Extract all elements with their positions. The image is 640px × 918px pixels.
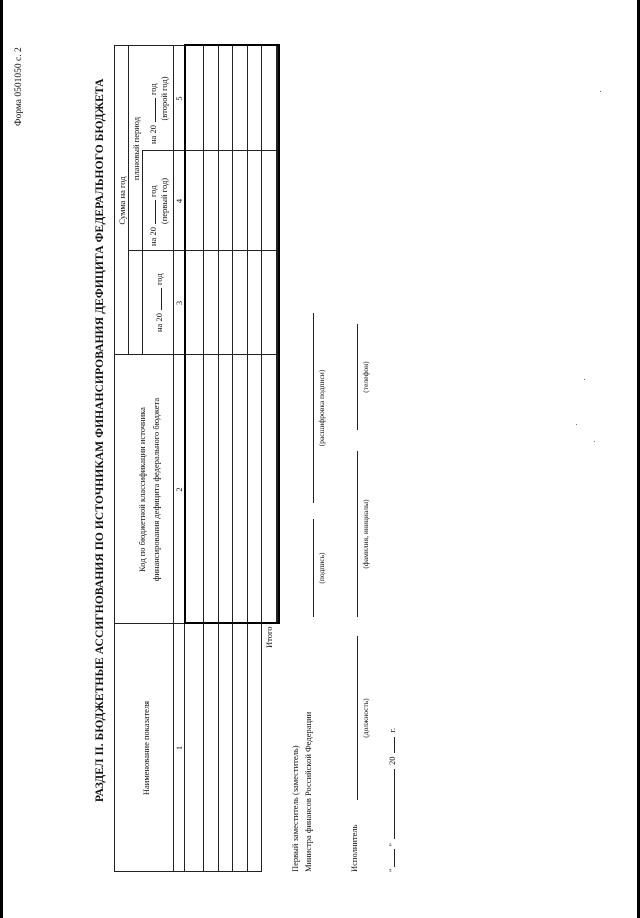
col-number-3: 3 xyxy=(174,300,184,306)
header-plan-first: на 20год xyxy=(145,185,159,246)
post-caption: (должность) xyxy=(361,698,370,738)
header-code-line1: Код по бюджетной классификации источника xyxy=(137,407,147,572)
table-rule-plan-header xyxy=(142,151,143,355)
header-name: Наименование показателя xyxy=(141,700,151,796)
total-label: Итого xyxy=(264,626,274,648)
scan-speck xyxy=(600,91,601,92)
signer-position-line1: Первый заместитель (заместитель) xyxy=(290,745,300,872)
sign-line xyxy=(313,519,314,617)
scan-border-left xyxy=(0,0,3,918)
header-sum: Сумма на год xyxy=(117,176,127,225)
data-grid-border xyxy=(184,44,280,624)
decode-caption: (расшифровка подписи) xyxy=(317,369,326,447)
header-year: на 20год xyxy=(151,273,165,332)
phone-caption: (телефон) xyxy=(361,361,370,393)
header-plan: плановый период xyxy=(131,116,141,181)
header-plan-first-note: (первый год) xyxy=(159,177,169,225)
signer-position-line2: Министра финансов Российской Федерации xyxy=(303,711,313,872)
post-line xyxy=(357,636,358,800)
header-plan-second: на 20год xyxy=(145,83,159,144)
fio-caption: (фамилия, инициалы) xyxy=(361,499,370,569)
col-number-4: 4 xyxy=(174,198,184,204)
header-code-line2: финансирования дефицита федерального бюджета xyxy=(151,397,161,582)
executor-label: Исполнитель xyxy=(349,824,359,872)
header-plan-second-note: (второй год) xyxy=(159,76,169,121)
document-page xyxy=(8,10,628,910)
col-number-1: 1 xyxy=(174,745,184,751)
table-rule-sum-header xyxy=(128,46,129,355)
date-field: ""20г. xyxy=(384,728,397,872)
fio-line xyxy=(357,451,358,617)
table-col-left xyxy=(114,871,262,872)
col-number-2: 2 xyxy=(174,487,184,492)
sign-caption: (подпись) xyxy=(317,552,326,584)
col-number-5: 5 xyxy=(174,96,184,101)
scan-speck xyxy=(584,379,585,380)
scan-speck xyxy=(594,441,595,442)
scan-speck xyxy=(576,424,577,425)
table-rule-top xyxy=(114,46,115,872)
decode-line xyxy=(313,313,314,503)
section-title: РАЗДЕЛ II. БЮДЖЕТНЫЕ АССИГНОВАНИЯ ПО ИСТОЧНИКАМ ФИНАНСИРОВАНИЯ ДЕФИЦИТА ФЕДЕРАЛЬНОГО БЮДЖЕТА xyxy=(94,78,106,802)
phone-line xyxy=(357,324,358,430)
form-code: Форма 0501050 с. 2 xyxy=(14,47,24,126)
